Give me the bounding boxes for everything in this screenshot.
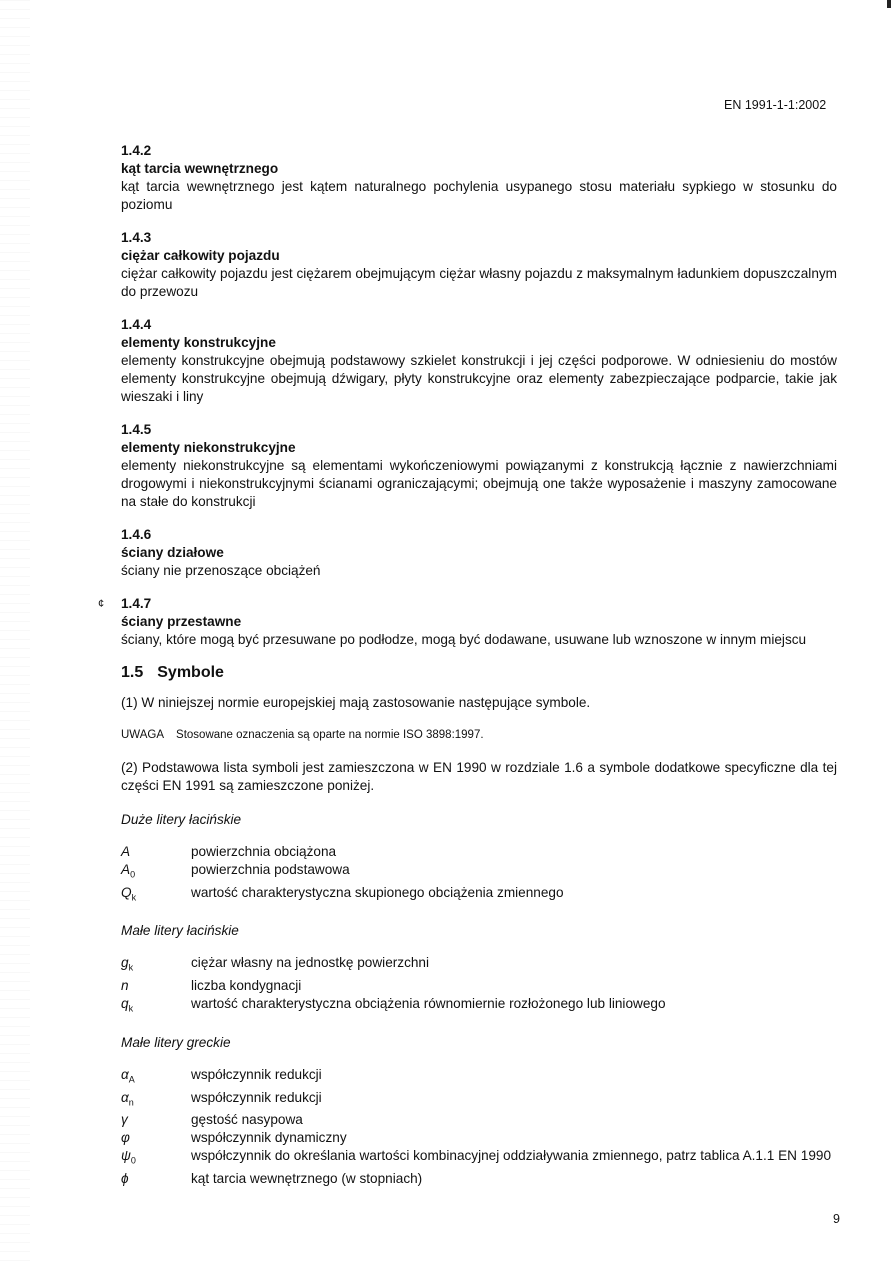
symbol-subscript: 0: [130, 869, 136, 880]
symbol-description: współczynnik do określania wartości kombinacyjnej oddziaływania zmiennego, patrz tablica A.1.1 EN 1990: [191, 1148, 832, 1164]
definition-text: kąt tarcia wewnętrznego jest kątem naturalnego pochylenia usypanego stosu materiału sypkiego w stosunku do poziomu: [121, 179, 837, 212]
symbol-description: ciężar własny na jednostkę powierzchni: [191, 955, 430, 971]
definition-text: elementy niekonstrukcyjne są elementami wykończeniowymi powiązanymi z konstrukcją łącznie z nawierzchniami drogowymi i niekonstrukcyjnymi ścianami ograniczającymi; obejmują one także wyposażenie i maszyny zamocowane na stałe do konstrukcji: [121, 458, 837, 509]
section-number: 1.5: [121, 664, 144, 681]
section-heading: [121, 664, 837, 682]
definition-1-4-7: [121, 595, 837, 649]
symbol: [121, 1111, 191, 1129]
page-number: 9: [833, 1212, 840, 1226]
definition-term: ciężar całkowity pojazdu: [121, 248, 280, 263]
definition-number: 1.4.4: [121, 317, 152, 332]
definition-1-4-5: [121, 421, 837, 511]
symbol-subscript: n: [128, 1097, 134, 1108]
definitions-list: [121, 142, 837, 649]
symbol: [121, 1066, 191, 1089]
symbol-base: α: [121, 1066, 129, 1082]
symbol-description: współczynnik dynamiczny: [191, 1130, 347, 1146]
symbol-description: współczynnik redukcji: [191, 1089, 322, 1105]
symbol: [121, 1089, 191, 1112]
symbol-row: [121, 884, 837, 907]
symbol-base: A: [121, 862, 131, 877]
symbol-row: [121, 954, 837, 977]
symbol: [121, 861, 191, 884]
symbol-base: q: [121, 996, 129, 1012]
symbol-base: n: [121, 978, 129, 994]
definition-1-4-6: [121, 526, 837, 580]
note-label: UWAGA: [121, 729, 165, 741]
symbol-subscript: 0: [130, 1156, 136, 1167]
symbol-description: wartość charakterystyczna obciążenia równomiernie rozłożonego lub liniowego: [191, 996, 666, 1012]
margin-mark: ¢: [98, 598, 105, 610]
symbol-row: [121, 977, 837, 995]
document-reference: EN 1991-1-1:2002: [724, 98, 827, 112]
symbol-row: [121, 1111, 837, 1129]
symbol-row: [121, 1170, 837, 1188]
symbol: [121, 1170, 191, 1188]
symbol-base: φ: [121, 1130, 130, 1146]
symbol-base: Q: [121, 884, 132, 900]
symbol-description: liczba kondygnacji: [191, 978, 302, 994]
symbol-subscript: A: [128, 1074, 135, 1085]
symbol: [121, 977, 191, 995]
symbol: [121, 1147, 191, 1170]
symbol-description: powierzchnia obciążona: [191, 844, 337, 859]
definition-1-4-2: [121, 142, 837, 214]
definition-number: 1.4.5: [121, 422, 152, 437]
definition-number: 1.4.3: [121, 230, 152, 245]
symbol-group-title: Małe litery greckie: [121, 1034, 231, 1050]
symbol-group-title: Małe litery łacińskie: [121, 923, 239, 939]
symbol-description: powierzchnia podstawowa: [191, 862, 350, 877]
symbol: [121, 843, 191, 861]
definition-text: ciężar całkowity pojazdu jest ciężarem obejmującym ciężar własny pojazdu z maksymalnym ładunkiem dopuszczalnym do przewozu: [121, 266, 837, 299]
symbol-base: A: [121, 844, 131, 859]
symbol-row: [121, 1066, 837, 1089]
symbol-description: kąt tarcia wewnętrznego (w stopniach): [191, 1171, 423, 1187]
symbol-description: wartość charakterystyczna skupionego obciążenia zmiennego: [191, 884, 564, 900]
symbol-row: [121, 843, 837, 861]
symbol: [121, 954, 191, 977]
symbol: [121, 995, 191, 1018]
symbol-subscript: k: [128, 963, 134, 974]
symbol-group-title: Duże litery łacińskie: [121, 812, 242, 827]
scan-edge-artifact: [0, 0, 30, 1263]
symbol: [121, 1129, 191, 1147]
paragraph-2: (2) Podstawowa lista symboli jest zamieszczona w EN 1990 w rozdziale 1.6 a symbole dodatkowe specyficzne dla tej części EN 1991 są zamieszczone poniżej.: [121, 760, 837, 793]
symbol-row: [121, 995, 837, 1018]
symbol-base: α: [121, 1089, 129, 1105]
symbol-base: ψ: [121, 1148, 131, 1164]
main-content: [121, 142, 837, 1188]
symbol-row: [121, 1129, 837, 1147]
symbol-row: [121, 1147, 837, 1170]
paragraph-1: (1) W niniejszej normie europejskiej mają zastosowanie następujące symbole.: [121, 695, 591, 710]
symbol-base: γ: [121, 1112, 128, 1128]
note: [121, 726, 837, 744]
definition-text: elementy konstrukcyjne obejmują podstawowy szkielet konstrukcji i jej części podporowe. W odniesieniu do mostów elementy konstrukcyjne obejmują dźwigary, płyty konstrukcyjne oraz elementy zabezpieczające podparcie, takie jak wieszaki i liny: [121, 353, 837, 404]
definition-number: 1.4.2: [121, 143, 152, 158]
symbol-row: [121, 861, 837, 884]
symbol-row: [121, 1089, 837, 1112]
section-title: Symbole: [157, 664, 224, 681]
symbol-description: gęstość nasypowa: [191, 1112, 303, 1128]
symbol-base: g: [121, 955, 129, 971]
definition-1-4-4: [121, 316, 837, 406]
definition-1-4-3: [121, 229, 837, 301]
definition-term: elementy konstrukcyjne: [121, 335, 276, 350]
definition-text: ściany, które mogą być przesuwane po podłodze, mogą być dodawane, usuwane lub wznoszone w innym miejscu: [121, 632, 807, 647]
symbol-groups: [121, 811, 837, 1188]
symbol-subscript: k: [131, 892, 137, 903]
symbol: [121, 884, 191, 907]
definition-text: ściany nie przenoszące obciążeń: [121, 563, 321, 578]
definition-term: kąt tarcia wewnętrznego: [121, 161, 279, 176]
definition-term: elementy niekonstrukcyjne: [121, 440, 296, 455]
definition-number: 1.4.6: [121, 527, 152, 542]
symbol-description: współczynnik redukcji: [191, 1066, 322, 1082]
definition-term: ściany przestawne: [121, 614, 242, 629]
note-text: Stosowane oznaczenia są oparte na normie ISO 3898:1997.: [176, 729, 484, 741]
definition-term: ściany działowe: [121, 545, 224, 560]
corner-mark: [887, 0, 891, 8]
symbol-subscript: k: [128, 1003, 134, 1014]
definition-number: 1.4.7: [121, 596, 152, 611]
symbol-base: ϕ: [121, 1171, 129, 1187]
